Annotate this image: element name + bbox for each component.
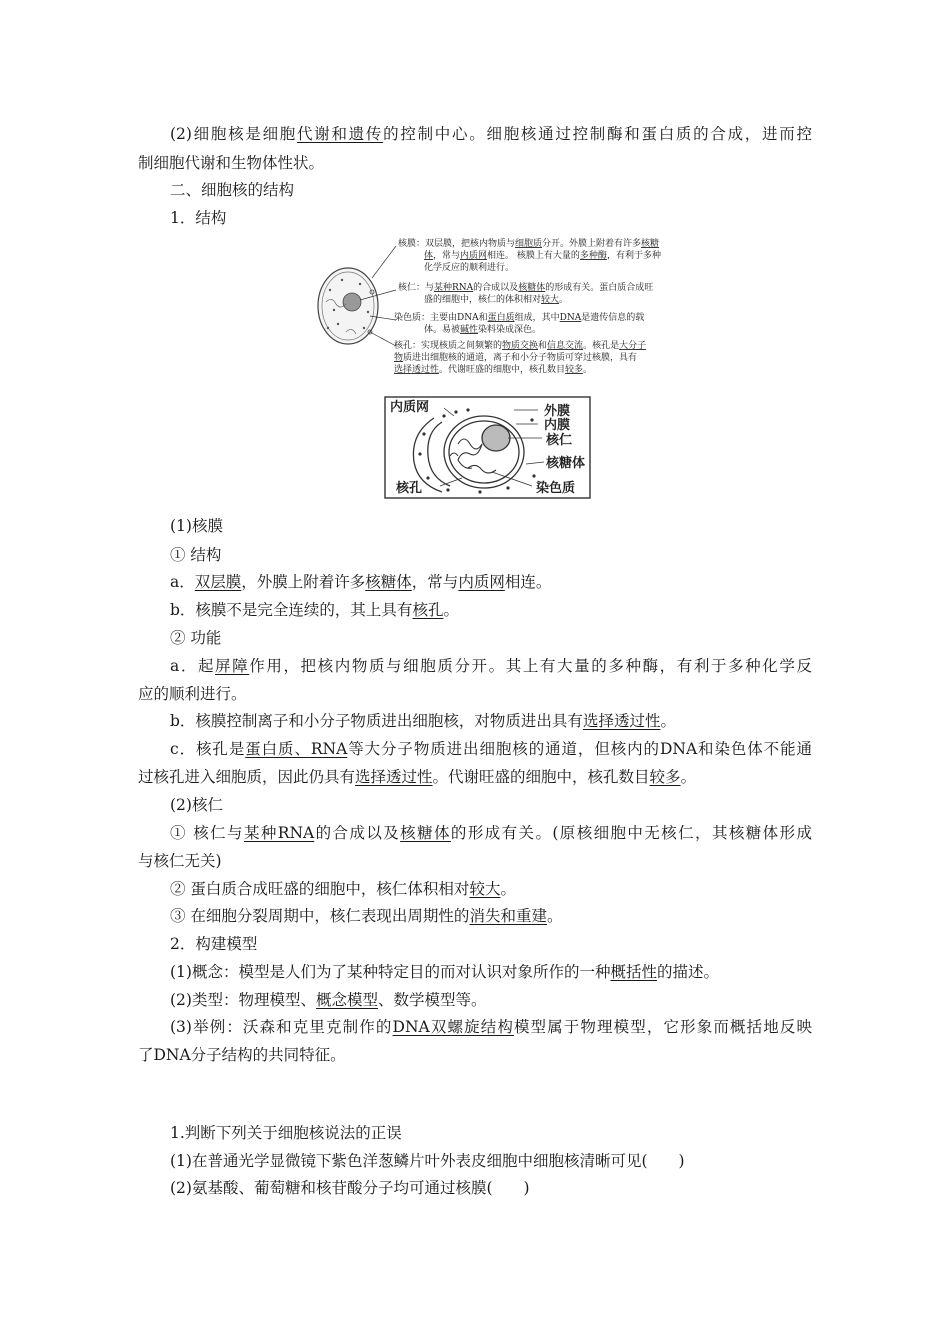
annotation-pore: 核孔：实现核质之间频繁的物质交换和信息交流。核孔是大分子: [394, 341, 647, 351]
exercise-title: 1.判断下列关于细胞核说法的正误: [170, 1124, 402, 1142]
label-er: 内质网: [390, 400, 430, 415]
label-outer-membrane: 外膜: [544, 404, 571, 419]
nucleolus-item-1: ① 核仁与某种RNA的合成以及核糖体的形成有关。(原核细胞中无核仁，其核糖体形成: [170, 824, 812, 842]
nucleus-labelled-diagram: [384, 396, 592, 500]
membrane-function-c-cont: 过核孔进入细胞质，因此仍具有选择透过性。代谢旺盛的细胞中，核孔数目较多。: [138, 768, 697, 786]
membrane-function-title: ② 功能: [170, 629, 222, 647]
nucleolus-item-2: ② 蛋白质合成旺盛的细胞中，核仁体积相对较大。: [170, 880, 516, 898]
model-types: (2)类型：物理模型、概念模型、数学模型等。: [170, 991, 487, 1009]
subsection-structure: 1．结构: [170, 209, 227, 227]
membrane-structure-title: ① 结构: [170, 546, 222, 564]
svg-text:盛的细胞中，核仁的体积相对较大。: 盛的细胞中，核仁的体积相对较大。: [424, 295, 569, 305]
membrane-function-b: b．核膜控制离子和小分子物质进出细胞核，对物质进出具有选择透过性。: [170, 712, 676, 730]
annotation-membrane: 核膜：双层膜，把核内物质与细胞质分开。外膜上附着有许多核糖: [398, 239, 660, 249]
nucleolus-title: (2)核仁: [170, 796, 223, 814]
section-heading: 二、细胞核的结构: [170, 181, 295, 199]
model-title: 2．构建模型: [170, 935, 258, 953]
svg-text:化学反应的顺利进行。: 化学反应的顺利进行。: [424, 263, 515, 273]
membrane-function-a: a．起屏障作用，把核内物质与细胞质分开。其上有大量的多种酶，有利于多种化学反: [170, 657, 812, 675]
nucleus-illustration: [318, 268, 378, 344]
svg-text:体。易被碱性染料染成深色。: 体。易被碱性染料染成深色。: [424, 325, 542, 335]
nucleolus-item-1-cont: 与核仁无关): [138, 852, 222, 870]
exercise-q2: (2)氨基酸、葡萄糖和核苷酸分子均可通过核膜( ): [170, 1179, 530, 1197]
intro-line-1: (2)细胞核是细胞代谢和遗传的控制中心。细胞核通过控制酶和蛋白质的合成，进而控: [170, 125, 812, 143]
svg-text:物质进出细胞核的通道，离子和小分子物质可穿过核膜，具有: 物质进出细胞核的通道，离子和小分子物质可穿过核膜，具有: [394, 353, 638, 363]
model-example: (3)举例：沃森和克里克制作的DNA双螺旋结构模型属于物理模型，它形象而概括地反映: [170, 1018, 812, 1036]
membrane-structure-b: b．核膜不是完全连续的，其上具有核孔。: [170, 601, 459, 619]
label-inner-membrane: 内膜: [544, 418, 571, 433]
svg-text:选择透过性。代谢旺盛的细胞中，核孔数目较多。: 选择透过性。代谢旺盛的细胞中，核孔数目较多。: [394, 365, 593, 375]
model-concept: (1)概念：模型是人们为了某种特定目的而对认识对象所作的一种概括性的描述。: [170, 963, 719, 981]
nucleolus-item-3: ③ 在细胞分裂周期中，核仁表现出周期性的消失和重建。: [170, 907, 563, 925]
membrane-title: (1)核膜: [170, 517, 223, 535]
membrane-function-a-cont: 应的顺利进行。: [138, 685, 247, 703]
intro-line-2: 制细胞代谢和生物体性状。: [138, 154, 325, 172]
label-pore: 核孔: [396, 481, 423, 496]
annotation-nucleolus: 核仁：与某种RNA的合成以及核糖体的形成有关。蛋白质合成旺: [398, 283, 654, 293]
model-example-cont: 了DNA分子结构的共同特征。: [138, 1046, 346, 1064]
exercise-q1: (1)在普通光学显微镜下紫色洋葱鳞片叶外表皮细胞中细胞核清晰可见( ): [170, 1152, 685, 1170]
membrane-function-c: c．核孔是蛋白质、RNA等大分子物质进出细胞核的通道，但核内的DNA和染色体不能通: [170, 740, 812, 758]
label-ribosome: 核糖体: [546, 456, 586, 471]
annotation-chromatin: 染色质：主要由DNA和蛋白质组成，其中DNA是遗传信息的载: [394, 313, 645, 323]
svg-text:体，常与内质网相连。 核膜上有大量的多种酶，有利于多种: 体，常与内质网相连。 核膜上有大量的多种酶，有利于多种: [424, 251, 661, 261]
nucleus-annotated-figure: [312, 232, 676, 384]
membrane-structure-a: a．双层膜，外膜上附着许多核糖体，常与内质网相连。: [170, 573, 552, 591]
label-nucleolus: 核仁: [546, 433, 573, 448]
label-chromatin: 染色质: [536, 481, 576, 496]
